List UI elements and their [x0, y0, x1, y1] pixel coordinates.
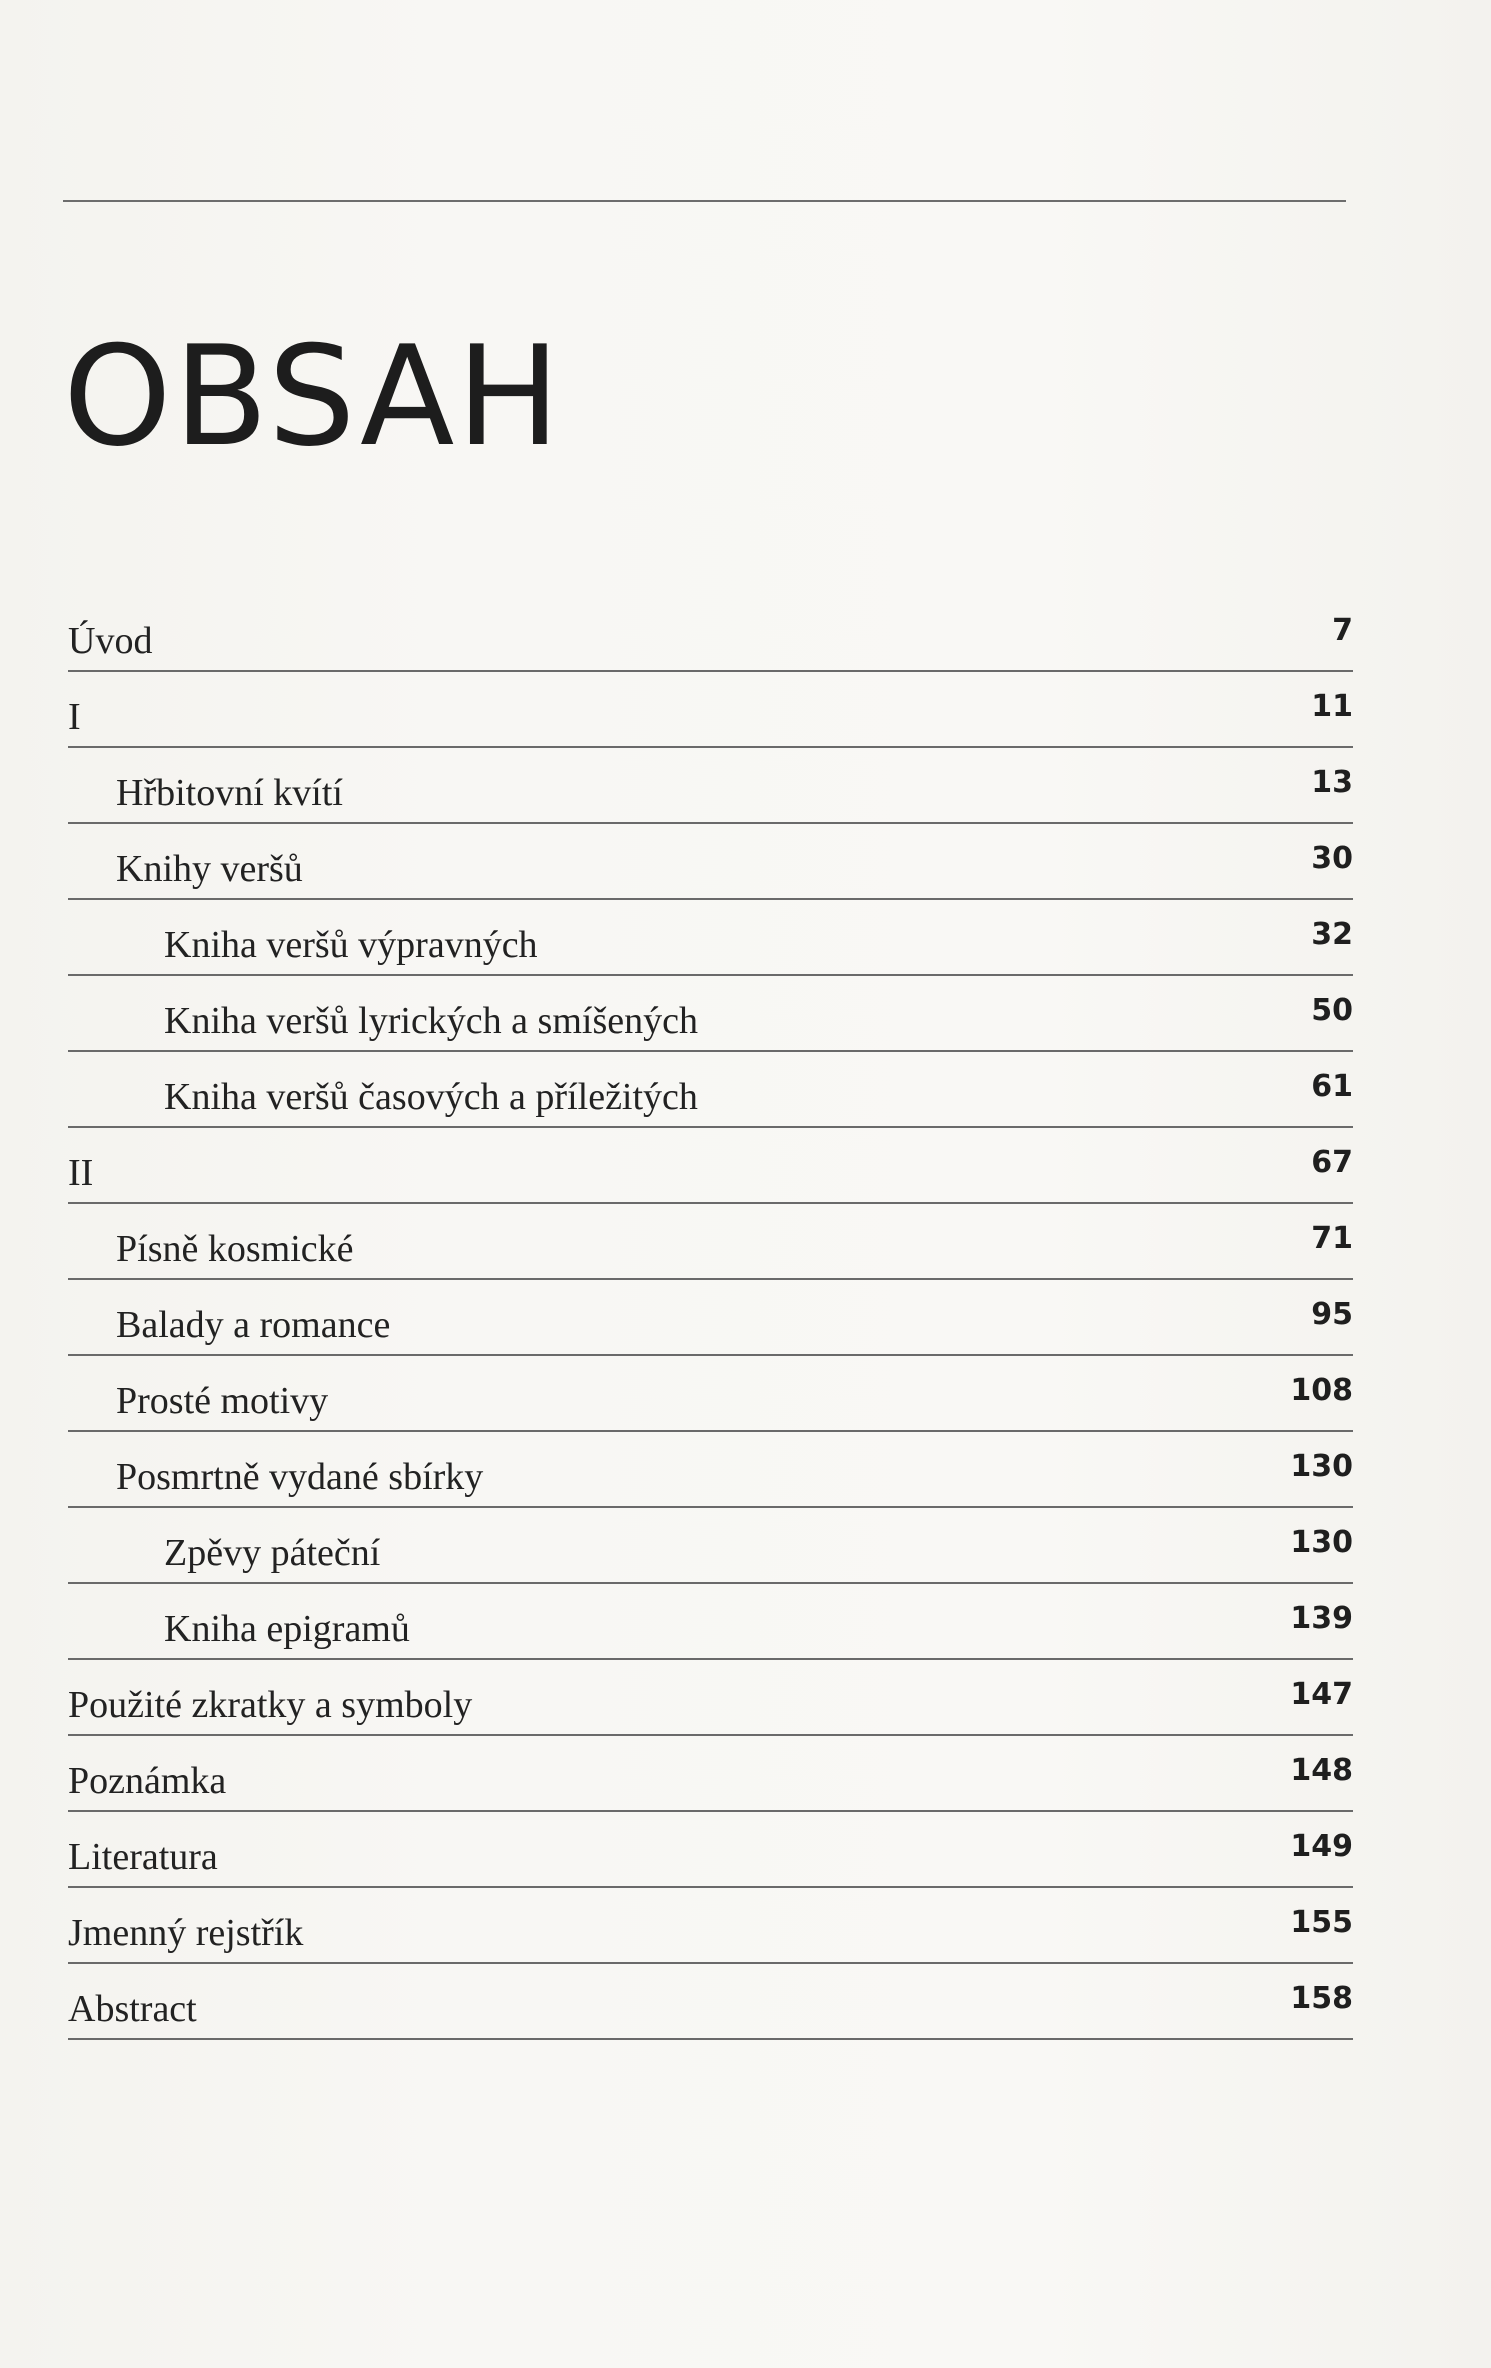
toc-entry-label: Balady a romance	[116, 1304, 391, 1346]
toc-entry-label: Kniha veršů výpravných	[164, 924, 538, 966]
toc-entry-page: 67	[1311, 1145, 1353, 1180]
toc-entry-label: Poznámka	[68, 1760, 227, 1802]
toc-entry-page: 148	[1290, 1753, 1353, 1788]
toc-entry-label: Zpěvy páteční	[164, 1532, 381, 1574]
toc-entry-label: Prosté motivy	[116, 1380, 329, 1422]
toc-entry-page: 158	[1290, 1981, 1353, 2016]
toc-entry[interactable]	[68, 900, 1353, 976]
toc-entry[interactable]	[68, 1964, 1353, 2040]
page-title: OBSAH	[63, 316, 563, 478]
toc-entry[interactable]	[68, 1356, 1353, 1432]
toc-entry-label: Abstract	[68, 1988, 197, 2030]
toc-entry-label: Použité zkratky a symboly	[68, 1684, 473, 1726]
toc-entry-label: Posmrtně vydané sbírky	[116, 1456, 484, 1498]
toc-entry-page: 95	[1311, 1297, 1353, 1332]
toc-entry[interactable]	[68, 1052, 1353, 1128]
toc-entry[interactable]	[68, 748, 1353, 824]
toc-entry[interactable]	[68, 824, 1353, 900]
toc-entry-label: Literatura	[68, 1836, 218, 1878]
toc-entry-label: Hřbitovní kvítí	[116, 772, 343, 814]
toc-entry[interactable]	[68, 1584, 1353, 1660]
toc-entry-page: 11	[1311, 689, 1353, 724]
toc-entry[interactable]	[68, 1432, 1353, 1508]
toc-entry[interactable]	[68, 1660, 1353, 1736]
toc-entry-page: 108	[1290, 1373, 1353, 1408]
toc-entry-label: Kniha veršů časových a příležitých	[164, 1076, 698, 1118]
toc-entry-page: 130	[1290, 1525, 1353, 1560]
toc-entry-label: II	[68, 1152, 94, 1194]
toc-entry-label: Úvod	[68, 620, 153, 662]
table-of-contents	[68, 596, 1353, 2040]
toc-entry[interactable]	[68, 1736, 1353, 1812]
toc-entry-page: 32	[1311, 917, 1353, 952]
toc-entry[interactable]	[68, 1128, 1353, 1204]
top-divider	[63, 200, 1346, 202]
toc-entry-label: I	[68, 696, 81, 738]
toc-entry-label: Písně kosmické	[116, 1228, 354, 1270]
toc-entry-page: 30	[1311, 841, 1353, 876]
toc-entry-label: Kniha epigramů	[164, 1608, 410, 1650]
toc-entry[interactable]	[68, 1508, 1353, 1584]
toc-entry-label: Kniha veršů lyrických a smíšených	[164, 1000, 698, 1042]
toc-entry-label: Knihy veršů	[116, 848, 303, 890]
toc-entry[interactable]	[68, 1812, 1353, 1888]
toc-entry[interactable]	[68, 1204, 1353, 1280]
toc-entry-page: 50	[1311, 993, 1353, 1028]
toc-entry-page: 147	[1290, 1677, 1353, 1712]
toc-entry-page: 61	[1311, 1069, 1353, 1104]
toc-entry[interactable]	[68, 1280, 1353, 1356]
toc-entry[interactable]	[68, 672, 1353, 748]
toc-entry-page: 130	[1290, 1449, 1353, 1484]
toc-entry-page: 139	[1290, 1601, 1353, 1636]
toc-entry-page: 13	[1311, 765, 1353, 800]
toc-entry-page: 155	[1290, 1905, 1353, 1940]
toc-entry[interactable]	[68, 976, 1353, 1052]
toc-entry-label: Jmenný rejstřík	[68, 1912, 304, 1954]
toc-entry[interactable]	[68, 1888, 1353, 1964]
toc-entry-page: 7	[1332, 613, 1353, 648]
toc-entry-page: 71	[1311, 1221, 1353, 1256]
toc-entry-page: 149	[1290, 1829, 1353, 1864]
toc-entry[interactable]	[68, 596, 1353, 672]
toc-divider	[68, 2038, 1353, 2040]
